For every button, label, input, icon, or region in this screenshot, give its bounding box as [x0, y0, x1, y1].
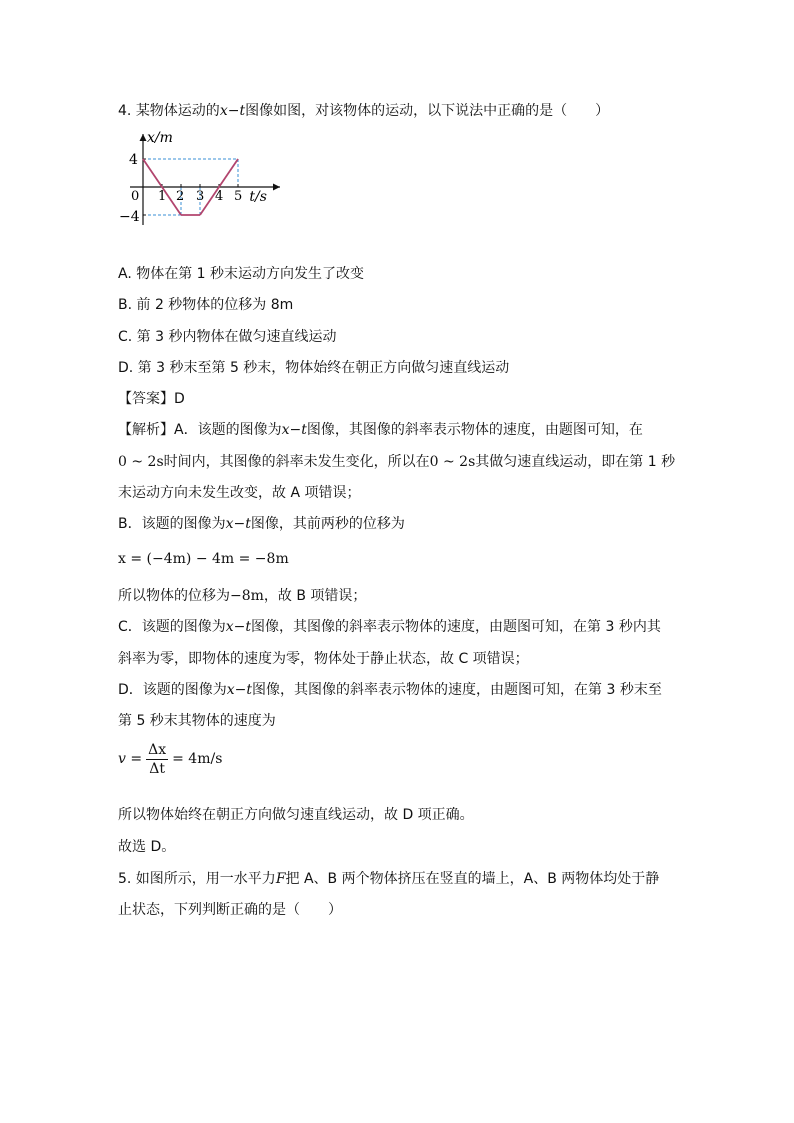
analysis-b-line3: 所以物体的位移为−8m，故 B 项错误；: [118, 588, 367, 604]
x-tick-label: 1: [158, 189, 167, 204]
x-tick-label: 3: [196, 189, 205, 204]
analysis-c-line1: C．该题的图像为x−t图像，其图像的斜率表示物体的速度，由题图可知，在第 3 秒内其: [118, 619, 661, 635]
xt-graph: [112, 128, 287, 230]
answer-value: D: [174, 391, 185, 407]
option-b: B. 前 2 秒物体的位移为 8m: [118, 297, 294, 313]
analysis-a-line2: 0 ~ 2s时间内，其图像的斜率未发生变化，所以在0 ~ 2s其做匀速直线运动，即在第 1 秒: [118, 454, 676, 470]
xt-variable: x−t: [219, 103, 246, 119]
q5-line1: 5. 如图所示，用一水平力F把 A、B 两个物体挤压在竖直的墙上，A、B 两物体均处于静: [118, 871, 660, 887]
x-tick-label: 5: [234, 189, 243, 204]
x-tick-label: 2: [176, 189, 185, 204]
analysis-tag: 【解析】: [118, 422, 174, 438]
origin-label: 0: [131, 189, 140, 204]
option-a: A. 物体在第 1 秒末运动方向发生了改变: [118, 266, 365, 282]
analysis-d-line4: 所以物体始终在朝正方向做匀速直线运动，故 D 项正确。: [118, 807, 474, 823]
velocity-fraction: $\frac{\Delta x}{\Delta t}$: [148, 741, 167, 777]
option-c: C. 第 3 秒内物体在做匀速直线运动: [118, 329, 337, 345]
x-tick-label: 4: [215, 189, 224, 204]
y-tick-label-pos: 4: [129, 152, 138, 168]
analysis-d-line1: D．该题的图像为x−t图像，其图像的斜率表示物体的速度，由题图可知，在第 3 秒末至: [118, 682, 662, 698]
answer-tag: 【答案】: [118, 391, 174, 407]
analysis-a-line1: 【解析】A．该题的图像为x−t图像，其图像的斜率表示物体的速度，由题图可知，在: [118, 422, 643, 438]
analysis-b-line1: B．该题的图像为x−t图像，其前两秒的位移为: [118, 516, 405, 532]
q4-stem: 4. 某物体运动的x−t图像如图，对该物体的运动，以下说法中正确的是（ ）: [118, 103, 610, 119]
option-d: D. 第 3 秒末至第 5 秒末，物体始终在朝正方向做匀速直线运动: [118, 360, 510, 376]
answer-line: [118, 389, 185, 409]
q5-line2: 止状态，下列判断正确的是（ ）: [118, 902, 342, 918]
analysis-c-line2: 斜率为零，即物体的速度为零，物体处于静止状态，故 C 项错误；: [118, 651, 529, 667]
y-tick-label-neg: −4: [119, 209, 140, 225]
analysis-b-formula: x = (−4m) − 4m = −8m: [118, 551, 289, 567]
x-axis-label: t/s: [249, 189, 267, 205]
analysis-d-formula: v = $\frac{\Delta x}{\Delta t}$ = 4m/s: [118, 741, 223, 777]
conclusion: 故选 D。: [118, 839, 176, 855]
analysis-d-line2: 第 5 秒末其物体的速度为: [118, 713, 276, 729]
y-axis-label: x/m: [147, 130, 173, 146]
analysis-a-line3: 末运动方向未发生改变，故 A 项错误；: [118, 485, 361, 501]
